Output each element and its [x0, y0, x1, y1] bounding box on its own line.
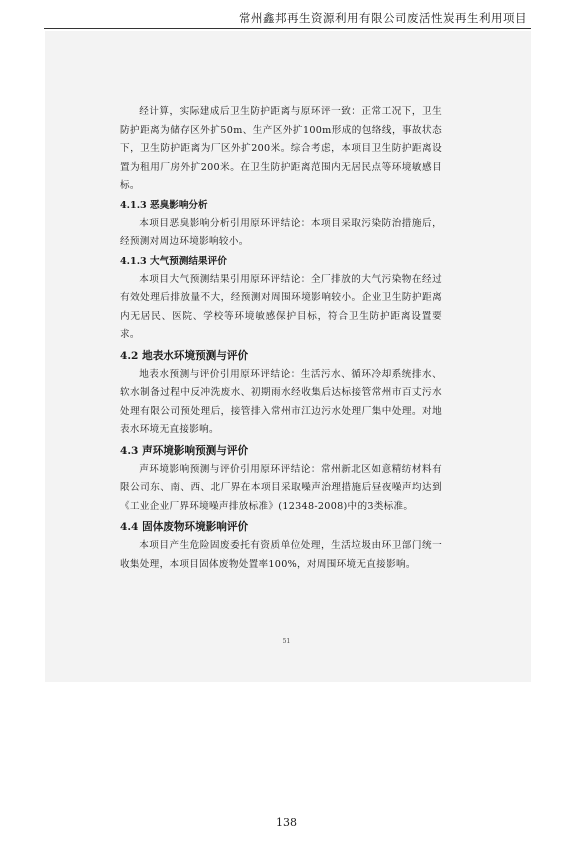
paragraph-noise: 声环境影响预测与评价引用原环评结论：常州新北区如意精纺材料有限公司东、南、西、北厂界在本项目采取噪声治理措施后昼夜噪声均达到《工业企业厂界环境噪声排放标准》(12348-2008)中的3类标准。	[120, 463, 442, 512]
page-header	[44, 8, 531, 29]
inner-page-number: 51	[282, 638, 291, 645]
section-heading-surface-water: 4.2 地表水环境预测与评价	[120, 349, 249, 362]
paragraph-surface-water: 地表水预测与评价引用原环评结论：生活污水、循环冷却系统排水、软水制备过程中反冲洗废水、初期雨水经收集后达标接管常州市百丈污水处理有限公司预处理后，接管排入常州市江边污水处理厂集中处理。对地表水环境无直接影响。	[120, 368, 442, 435]
paragraph-solid-waste: 本项目产生危险固废委托有资质单位处理，生活垃圾由环卫部门统一收集处理，本项目固体废物处置率100%，对周围环境无直接影响。	[120, 540, 442, 570]
paragraph-air-prediction: 本项目大气预测结果引用原环评结论：全厂排放的大气污染物在经过有效处理后排放量不大，经预测对周围环境影响较小。企业卫生防护距离内无居民、医院、学校等环境敏感保护目标，符合卫生防护距离设置要求。	[120, 273, 442, 340]
section-heading-air-prediction: 4.1.3 大气预测结果评价	[120, 255, 227, 267]
document-body	[120, 103, 442, 574]
section-heading-odor: 4.1.3 恶臭影响分析	[120, 199, 208, 211]
section-heading-noise: 4.3 声环境影响预测与评价	[120, 444, 249, 457]
section-heading-solid-waste: 4.4 固体废物环境影响评价	[120, 521, 249, 533]
paragraph-protection-distance: 经计算，实际建成后卫生防护距离与原环评一致：正常工况下，卫生防护距离为储存区外扩50m、生产区外扩100m形成的包络线，事故状态下，卫生防护距离为厂区外扩200米。综合考虑，本项目卫生防护距离设置为租用厂房外扩200米。在卫生防护距离范围内无居民点等环境敏感目标。	[120, 106, 442, 191]
header-title: 常州鑫邦再生资源利用有限公司废活性炭再生利用项目	[239, 11, 527, 25]
page-number: 138	[276, 816, 297, 829]
paragraph-odor: 本项目恶臭影响分析引用原环评结论：本项目采取污染防治措施后，经预测对周边环境影响较小。	[120, 217, 442, 247]
